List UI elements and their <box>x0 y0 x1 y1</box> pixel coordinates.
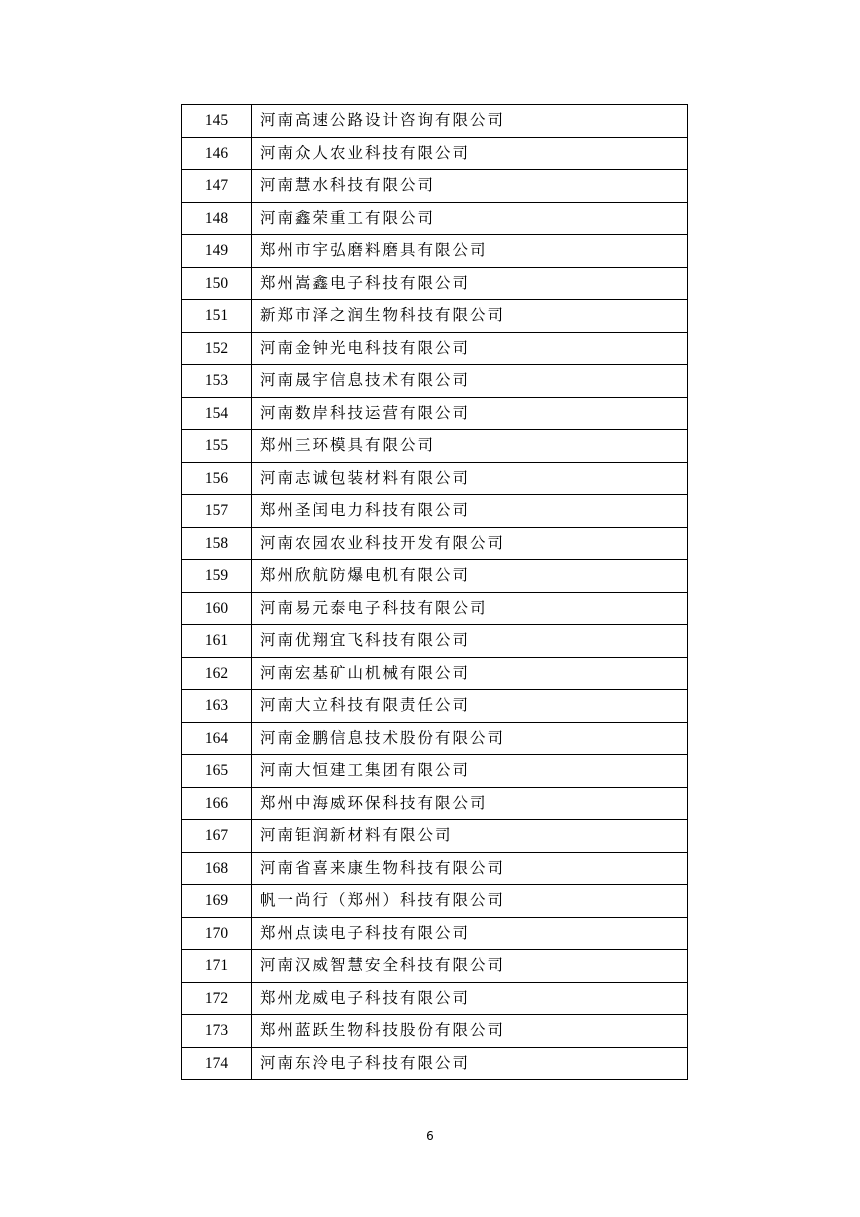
company-name: 河南大恒建工集团有限公司 <box>252 755 688 788</box>
row-number: 166 <box>182 787 252 820</box>
row-number: 154 <box>182 397 252 430</box>
company-name: 郑州龙威电子科技有限公司 <box>252 982 688 1015</box>
table-row <box>182 592 688 625</box>
row-number: 152 <box>182 332 252 365</box>
row-number: 165 <box>182 755 252 788</box>
row-number: 163 <box>182 690 252 723</box>
company-name: 郑州市宇弘磨料磨具有限公司 <box>252 235 688 268</box>
row-number: 151 <box>182 300 252 333</box>
company-name: 河南宏基矿山机械有限公司 <box>252 657 688 690</box>
table-row <box>182 917 688 950</box>
table-row <box>182 657 688 690</box>
table-row <box>182 300 688 333</box>
row-number: 158 <box>182 527 252 560</box>
table-row <box>182 1047 688 1080</box>
table-row <box>182 462 688 495</box>
company-name: 河南优翔宜飞科技有限公司 <box>252 625 688 658</box>
company-name: 河南农园农业科技开发有限公司 <box>252 527 688 560</box>
row-number: 156 <box>182 462 252 495</box>
company-name: 新郑市泽之润生物科技有限公司 <box>252 300 688 333</box>
row-number: 145 <box>182 105 252 138</box>
row-number: 171 <box>182 950 252 983</box>
row-number: 153 <box>182 365 252 398</box>
row-number: 148 <box>182 202 252 235</box>
company-name: 郑州点读电子科技有限公司 <box>252 917 688 950</box>
table-row <box>182 950 688 983</box>
row-number: 169 <box>182 885 252 918</box>
company-name: 河南汉威智慧安全科技有限公司 <box>252 950 688 983</box>
company-name: 河南东泠电子科技有限公司 <box>252 1047 688 1080</box>
row-number: 149 <box>182 235 252 268</box>
table-row <box>182 885 688 918</box>
row-number: 147 <box>182 170 252 203</box>
company-name: 河南众人农业科技有限公司 <box>252 137 688 170</box>
row-number: 150 <box>182 267 252 300</box>
table-row <box>182 755 688 788</box>
company-name: 郑州中海威环保科技有限公司 <box>252 787 688 820</box>
company-list-table <box>181 104 688 1080</box>
table-row <box>182 722 688 755</box>
table-row <box>182 625 688 658</box>
company-name: 郑州圣闰电力科技有限公司 <box>252 495 688 528</box>
table-row <box>182 787 688 820</box>
table-row <box>182 365 688 398</box>
row-number: 174 <box>182 1047 252 1080</box>
table-row <box>182 202 688 235</box>
table-row <box>182 560 688 593</box>
company-name: 郑州蓝跃生物科技股份有限公司 <box>252 1015 688 1048</box>
page-number: 6 <box>426 1129 434 1143</box>
company-name: 郑州三环模具有限公司 <box>252 430 688 463</box>
table-row <box>182 267 688 300</box>
company-name: 河南易元泰电子科技有限公司 <box>252 592 688 625</box>
row-number: 157 <box>182 495 252 528</box>
table-row <box>182 332 688 365</box>
row-number: 159 <box>182 560 252 593</box>
row-number: 167 <box>182 820 252 853</box>
table-row <box>182 430 688 463</box>
company-name: 河南高速公路设计咨询有限公司 <box>252 105 688 138</box>
table-row <box>182 495 688 528</box>
table-row <box>182 527 688 560</box>
company-name: 河南志诚包装材料有限公司 <box>252 462 688 495</box>
row-number: 162 <box>182 657 252 690</box>
table-row <box>182 982 688 1015</box>
table-row <box>182 170 688 203</box>
company-name: 郑州嵩鑫电子科技有限公司 <box>252 267 688 300</box>
row-number: 170 <box>182 917 252 950</box>
row-number: 155 <box>182 430 252 463</box>
row-number: 168 <box>182 852 252 885</box>
row-number: 164 <box>182 722 252 755</box>
table-row <box>182 1015 688 1048</box>
table-row <box>182 105 688 138</box>
company-name: 河南金鹏信息技术股份有限公司 <box>252 722 688 755</box>
company-name: 郑州欣航防爆电机有限公司 <box>252 560 688 593</box>
row-number: 146 <box>182 137 252 170</box>
company-name: 帆一尚行（郑州）科技有限公司 <box>252 885 688 918</box>
company-name: 河南慧水科技有限公司 <box>252 170 688 203</box>
company-name: 河南晟宇信息技术有限公司 <box>252 365 688 398</box>
company-name: 河南鑫荣重工有限公司 <box>252 202 688 235</box>
row-number: 172 <box>182 982 252 1015</box>
company-name: 河南大立科技有限责任公司 <box>252 690 688 723</box>
company-name: 河南金钟光电科技有限公司 <box>252 332 688 365</box>
table-row <box>182 690 688 723</box>
table-row <box>182 397 688 430</box>
table-row <box>182 137 688 170</box>
company-name: 河南省喜来康生物科技有限公司 <box>252 852 688 885</box>
table-row <box>182 852 688 885</box>
table-row <box>182 820 688 853</box>
company-name: 河南数岸科技运营有限公司 <box>252 397 688 430</box>
company-name: 河南钜润新材料有限公司 <box>252 820 688 853</box>
row-number: 173 <box>182 1015 252 1048</box>
row-number: 161 <box>182 625 252 658</box>
table-body <box>182 105 688 1080</box>
table-row <box>182 235 688 268</box>
row-number: 160 <box>182 592 252 625</box>
